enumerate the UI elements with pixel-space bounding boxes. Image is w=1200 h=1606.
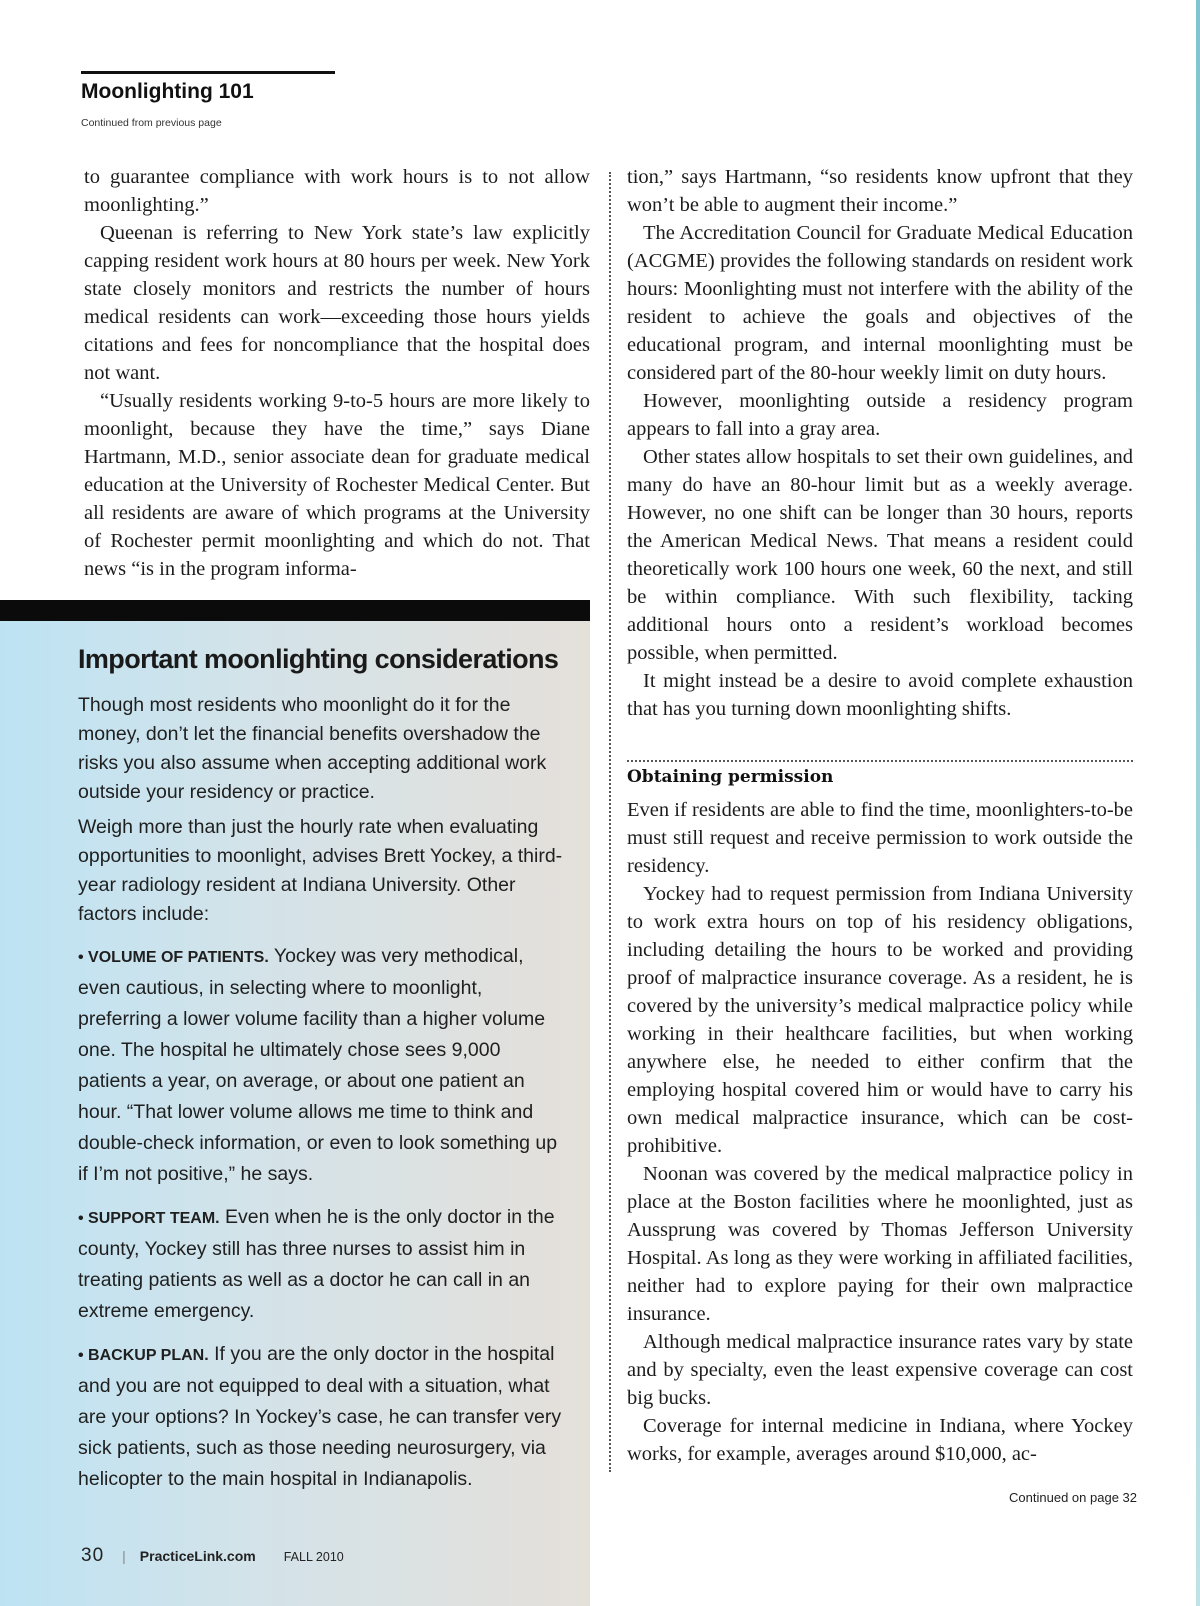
footer-issue: FALL 2010 xyxy=(283,1550,344,1564)
body-paragraph: It might instead be a desire to avoid complete exhaustion that has you turning down moonlighting shifts. xyxy=(627,670,1133,720)
body-paragraph: Queenan is referring to New York state’s law explicitly capping resident work hours at 80 hours per week. New York state closely monitors and restricts the number of hours medical residents can work—exceeding those hours yields citations and fees for noncompliance that the hospital does not want. xyxy=(84,222,590,384)
page-edge-accent xyxy=(1196,0,1200,1606)
body-paragraph: However, moonlighting outside a residency program appears to fall into a gray area. xyxy=(627,390,1133,440)
sidebar-item-text: Even when he is the only doctor in the county, Yockey still has three nurses to assist him in treating patients as well as a doctor he can call in an extreme emergency. xyxy=(78,1206,555,1322)
sidebar-item-backup-plan xyxy=(78,1339,568,1495)
body-paragraph: Yockey had to request permission from Indiana University to work extra hours on top of his residency obligations, including detailing the hours to be worked and providing proof of malpractice insurance coverage. As a resident, he is covered by the university’s medical malpractice policy while working in their healthcare facilities, but when working anywhere else, he needed to either confirm that the employing hospital covered him or would have to carry his own medical malpractice insurance, which can be cost-prohibitive. xyxy=(627,883,1133,1157)
body-paragraph: Other states allow hospitals to set their own guidelines, and many do have an 80-hour limit but as a weekly average. However, no one shift can be longer than 30 hours, reports the American Medical News. That means a resident could theoretically work 100 hours one week, 60 the next, and still be within compliance. With such flexibility, tacking additional hours onto a resident’s workload becomes possible, when permitted. xyxy=(627,446,1133,664)
body-paragraph: Even if residents are able to find the time, moonlighters-to-be must still request and receive permission to work outside the residency. xyxy=(627,799,1133,877)
body-paragraph: The Accreditation Council for Graduate Medical Education (ACGME) provides the following standards on resident work hours: Moonlighting must not interfere with the ability of the resident to achieve the goals and objectives of the educational program, and internal moonlighting must be considered part of the 80-hour weekly limit on duty hours. xyxy=(627,222,1133,384)
body-paragraph: “Usually residents working 9-to-5 hours are more likely to moonlight, because they have the time,” says Diane Hartmann, M.D., senior associate dean for graduate medical education at the University of Rochester Medical Center. But all residents are aware of which programs at the University of Rochester permit moonlighting and which do not. That news “is in the program informa- xyxy=(84,390,590,580)
sidebar-top-bar xyxy=(0,600,590,621)
footer-site-name: PracticeLink.com xyxy=(139,1548,256,1564)
continued-on-label: Continued on page 32 xyxy=(1009,1490,1137,1505)
sidebar-item-lead: • BACKUP PLAN. xyxy=(78,1347,209,1364)
body-paragraph: Although medical malpractice insurance rates vary by state and by specialty, even the least expensive coverage can cost big bucks. xyxy=(627,1331,1133,1409)
sidebar-item-support-team xyxy=(78,1202,568,1327)
sidebar-item-text: If you are the only doctor in the hospital and you are not equipped to deal with a situation, what are your options? In Yockey’s case, he can transfer very sick patients, such as those needing neurosurgery, via helicopter to the main hospital in Indianapolis. xyxy=(78,1343,562,1490)
page-footer xyxy=(81,1545,344,1567)
sidebar-intro-paragraph: Though most residents who moonlight do it for the money, don’t let the financial benefits overshadow the risks you also assume when accepting additional work outside your residency or practice. xyxy=(78,694,547,803)
body-paragraph: Noonan was covered by the medical malpractice policy in place at the Boston facilities where he moonlighted, just as Aussprung was covered by Thomas Jefferson University Hospital. As long as they were working in affiliated facilities, neither had to explore paying for their own malpractice insurance. xyxy=(627,1163,1133,1325)
body-paragraph: Coverage for internal medicine in Indiana, where Yockey works, for example, averages around $10,000, ac- xyxy=(627,1415,1133,1465)
body-paragraph: to guarantee compliance with work hours is to not allow moonlighting.” xyxy=(84,166,590,216)
sidebar-content xyxy=(78,643,568,1495)
column-divider xyxy=(609,172,611,1472)
sidebar-intro-paragraph: Weigh more than just the hourly rate when evaluating opportunities to moonlight, advises Brett Yockey, a third-year radiology resident at Indiana University. Other factors include: xyxy=(78,816,563,925)
left-column xyxy=(84,163,590,583)
sidebar-item-text: Yockey was very methodical, even cautious, in selecting where to moonlight, preferring a lower volume facility than a higher volume one. The hospital he ultimately chose sees 9,000 patients a year, on average, or about one patient an hour. “That lower volume allows me time to think and double-check information, or even to look something up if I’m not positive,” he says. xyxy=(78,945,558,1185)
sidebar-item-lead: • VOLUME OF PATIENTS. xyxy=(78,949,269,966)
footer-separator: | xyxy=(122,1548,126,1564)
page-number: 30 xyxy=(81,1545,105,1566)
right-column xyxy=(627,163,1133,1468)
sidebar-item-volume-of-patients xyxy=(78,941,568,1190)
continued-from-label: Continued from previous page xyxy=(81,117,222,129)
sidebar-title: Important moonlighting considerations xyxy=(78,644,559,674)
section-title: Moonlighting 101 xyxy=(81,80,254,103)
sidebar-item-lead: • SUPPORT TEAM. xyxy=(78,1210,220,1227)
sidebar-box xyxy=(0,621,590,1606)
header-rule xyxy=(81,71,335,74)
body-paragraph: tion,” says Hartmann, “so residents know upfront that they won’t be able to augment their income.” xyxy=(627,166,1133,216)
subhead-obtaining-permission: Obtaining permission xyxy=(627,767,834,787)
